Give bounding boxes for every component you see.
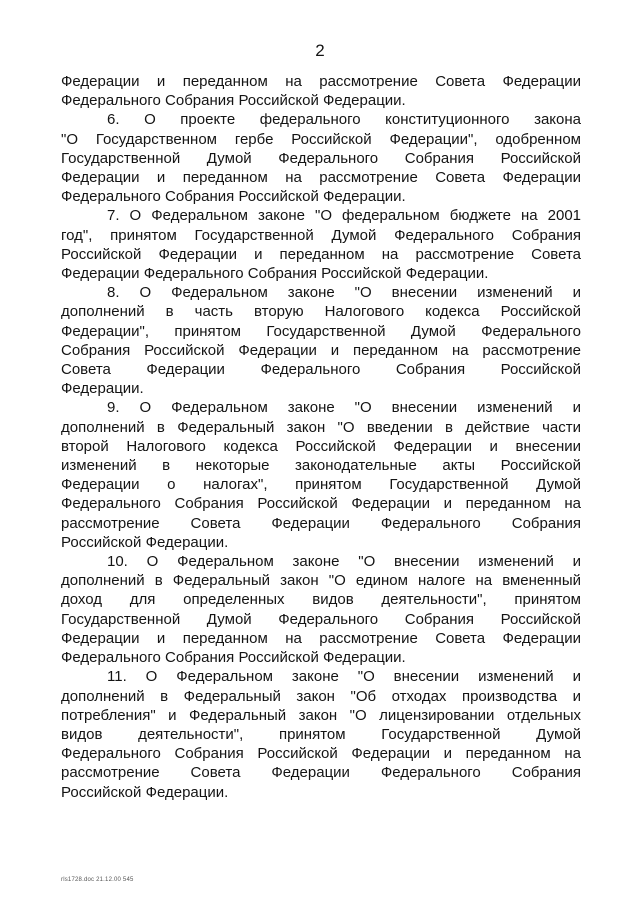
text-line: второй Налогового кодекса Российской Федерации и внесении [61, 437, 581, 455]
text-line: 11. О Федеральном законе "О внесении изменений и [107, 668, 581, 686]
text-line: Российской Федерации. [61, 533, 229, 551]
document-body [61, 72, 581, 802]
text-line: 6. О проекте федерального конституционного закона [107, 111, 581, 129]
text-line: 10. О Федеральном законе "О внесении изменений и [107, 553, 581, 571]
text-line: 7. О Федеральном законе "О федеральном бюджете на 2001 [107, 207, 581, 225]
agenda-item-10 [61, 552, 581, 667]
document-footer-stamp: rls1728.doc 21.12.00 545 [61, 877, 134, 883]
text-line: Государственной Думой Федерального Собрания Российской [61, 149, 581, 167]
text-line: потребления" и Федеральный закон "О лицензировании отдельных [61, 706, 581, 724]
text-line: Федерации", принятом Государственной Думой Федерального [61, 322, 581, 340]
text-line: Федерации. [61, 380, 144, 398]
text-line: Государственной Думой Федерального Собрания Российской [61, 610, 581, 628]
paragraph-continuation [61, 72, 581, 110]
text-line: дополнений в Федеральный закон "Об отходах производства и [61, 687, 581, 705]
text-line: рассмотрение Совета Федерации Федерального Собрания [61, 514, 581, 532]
text-line: Федерального Собрания Российской Федерации. [61, 649, 406, 667]
text-line: Федерального Собрания Российской Федерации. [61, 92, 406, 110]
text-line: дополнений в Федеральный закон "О едином налоге на вмененный [61, 572, 581, 590]
text-line: Федерации и переданном на рассмотрение Совета Федерации [61, 73, 581, 90]
text-line: Совета Федерации Федерального Собрания Российской [61, 361, 581, 379]
text-line: Российской Федерации. [61, 783, 229, 801]
text-line: "О Государственном гербе Российской Федерации", одобренном [61, 130, 581, 148]
text-line: 9. О Федеральном законе "О внесении изменений и [107, 399, 581, 417]
text-line: Федерации и переданном на рассмотрение Совета Федерации [61, 629, 581, 647]
text-line: Федерации Федерального Собрания Российской Федерации. [61, 265, 489, 283]
text-line: Федерального Собрания Российской Федерации и переданном на [61, 495, 581, 513]
text-line: год", принятом Государственной Думой Федерального Собрания [61, 226, 581, 244]
text-line: Федерации и переданном на рассмотрение Совета Федерации [61, 169, 581, 187]
text-line: Федерального Собрания Российской Федерации. [61, 188, 406, 206]
text-line: Федерации о налогах", принятом Государственной Думой [61, 476, 581, 494]
agenda-item-7 [61, 206, 581, 283]
text-line: изменений в некоторые законодательные акты Российской [61, 457, 581, 475]
agenda-item-6 [61, 110, 581, 206]
text-line: 8. О Федеральном законе "О внесении изменений и [107, 284, 581, 302]
text-line: Российской Федерации и переданном на рассмотрение Совета [61, 245, 581, 263]
text-line: видов деятельности", принятом Государственной Думой [61, 725, 581, 743]
agenda-item-8 [61, 283, 581, 398]
page-number: 2 [315, 41, 325, 60]
agenda-item-11 [61, 667, 581, 801]
text-line: дополнений в Федеральный закон "О введении в действие части [61, 418, 581, 436]
text-line: Собрания Российской Федерации и переданном на рассмотрение [61, 341, 581, 359]
text-line: Федерального Собрания Российской Федерации и переданном на [61, 745, 581, 763]
agenda-item-9 [61, 398, 581, 552]
text-line: доход для определенных видов деятельности", принятом [61, 591, 581, 609]
text-line: рассмотрение Совета Федерации Федерального Собрания [61, 764, 581, 782]
text-line: дополнений в часть вторую Налогового кодекса Российской [61, 303, 581, 321]
